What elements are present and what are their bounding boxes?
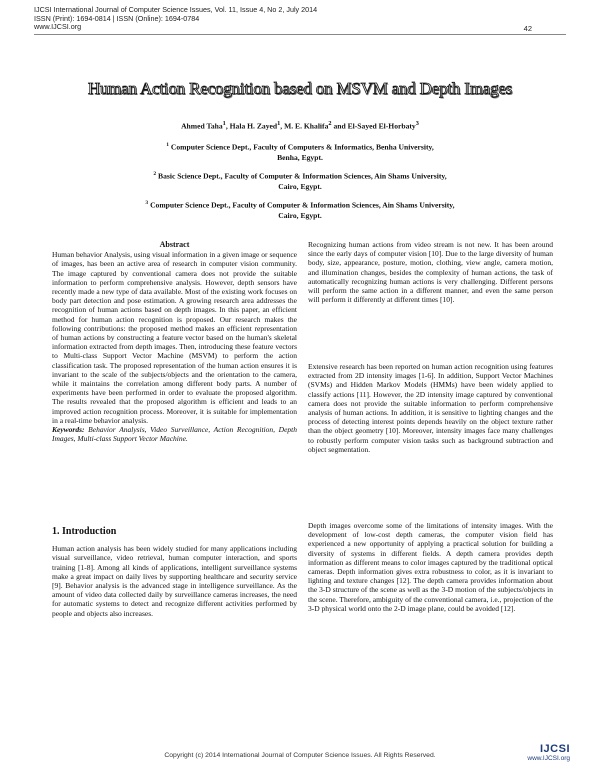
affil-sup: 2 [153, 171, 157, 177]
affil-city: Benha, Egypt. [277, 152, 323, 162]
author-name: Ahmed Taha [181, 121, 223, 131]
author-affil-sup: 3 [415, 120, 419, 127]
page-number: 42 [523, 24, 532, 33]
logo-text: IJCSI [539, 743, 570, 755]
logo-url[interactable]: www.IJCSI.org [527, 755, 570, 762]
running-header [34, 6, 554, 32]
keywords-text: Behavior Analysis, Video Surveillance, Action Recognition, Depth Images, Multi-class Support Vector Machine. [52, 425, 297, 444]
affil-city: Cairo, Egypt. [278, 181, 322, 191]
journal-line: IJCSI International Journal of Computer Science Issues, Vol. 11, Issue 4, No 2, July 2014 [34, 5, 318, 14]
header-rule [34, 34, 566, 35]
author-name: Hala H. Zayed [229, 121, 278, 131]
paper-title: Human Action Recognition based on MSVM and Depth Images [87, 79, 513, 98]
right-column-p2 [308, 362, 553, 454]
affil-line: Basic Science Dept., Faculty of Computer & Information Sciences, Ain Shams University, [158, 171, 447, 181]
author-separator: , [280, 121, 285, 131]
affil-city: Cairo, Egypt. [278, 210, 322, 220]
issn-line: ISSN (Print): 1694-0814 | ISSN (Online): 1694-0784 [34, 13, 200, 23]
body-paragraph: Depth images overcome some of the limitations of intensity images. With the development of low-cost depth cameras, the computer vision field has experienced a new opportunity of applying a practical solution for building a diversity of systems in different fields. A depth camera provides depth information as different means to color images captured by the traditional optical cameras. Depth information gives extra robustness to color, as it is invariant to lighting and texture changes [12]. The depth camera provides information about the 3-D structure of the scene as well as the 3-D motion of the subjects/objects in the scene. Therefore, ambiguity of the conventional camera, i.e., projection of the 3-D physical world onto the 2-D image plane, could be avoided [12]. [308, 521, 553, 613]
author-name: El-Sayed El-Horbaty [347, 121, 416, 131]
keywords-label: Keywords: [52, 425, 85, 435]
body-paragraph: Recognizing human actions from video stream is not new. It has been around since the early days of computer vision [10]. Due to the large diversity of human body, size, appearance, posture, motion, clothing, view angle, camera motion, and illumination changes, besides the complexity of human actions, the task of automatically recognizing human actions is very challenging. Different persons will perform the same action in a different manner, and even the same person will perform it differently at different times [10]. [308, 240, 553, 305]
author-affil-sup: 1 [222, 120, 226, 127]
abstract-heading: Abstract [159, 240, 190, 249]
journal-logo [522, 743, 570, 773]
body-paragraph: Extensive research has been reported on human action recognition using features extracted from 2D intensity images [1-6]. In addition, Support Vector Machines (SVMs) and Hidden Markov Models (HMMs) have been widely applied to classify actions [11]. However, the 2D intensity image captured by conventional camera does not provide the suitable information to perform comprehensive analysis of human actions. In addition, it is sensitive to lighting changes and the process of detecting interest points depends heavily on the object texture rather than the object geometry [10]. Moreover, intensity images face many challenges to robustly perform computer vision tasks such as background subtraction and object segmentation. [308, 362, 553, 454]
section-heading: 1. Introduction [52, 526, 117, 537]
left-column-top [52, 240, 297, 443]
affiliation-1 [100, 140, 500, 163]
affil-sup: 3 [145, 200, 149, 206]
affil-line: Computer Science Dept., Faculty of Computer & Information Sciences, Ain Shams University, [150, 200, 455, 210]
author-name: M. E. Khalifa [284, 121, 329, 131]
keywords [52, 425, 297, 443]
intro-paragraph: Human action analysis has been widely studied for many applications including visual surveillance, video retrieval, human computer interaction, and sports training [1-8]. Among all kinds of applications, intelligent surveillance systems make a great impact on daily lives by supporting healthcare and security service [9]. Behavior analysis is the advanced stage in intelligence surveillance. As the amount of video data collected daily by surveillance cameras increases, the need for automatic systems to detect and recognize different activities performed by people and objects also increases. [52, 544, 297, 618]
author-list [34, 120, 566, 131]
affiliation-2 [100, 169, 500, 192]
journal-url[interactable]: www.IJCSI.org [34, 22, 82, 32]
affil-sup: 1 [166, 142, 169, 148]
affil-line: Computer Science Dept., Faculty of Computers & Informatics, Benha University, [170, 142, 434, 152]
footer-copyright: Copyright (c) 2014 International Journal of Computer Science Issues. All Rights Reserved. [164, 752, 436, 759]
author-affil-sup: 1 [277, 120, 281, 127]
author-separator: , [225, 121, 230, 131]
author-separator: and [331, 121, 348, 131]
introduction-section [52, 527, 297, 618]
right-column-p3 [308, 521, 553, 613]
author-affil-sup: 2 [328, 120, 332, 127]
abstract-text: Human behavior Analysis, using visual information in a given image or sequence of images, has been an active area of research in computer vision community. The image captured by conventional camera does not provide the suitable information to perform comprehensive analysis. However, depth sensors have recently made a new type of data available. Most of the existing work focuses on body part detection and pose estimation. A growing research area addresses the recognition of human actions based on depth images. In this paper, an efficient method for human action recognition is proposed. Our research makes the following contributions: the proposed method makes an efficient representation of human actions by constructing a feature vector based on the human's skeletal information extracted from depth images. Then, introducing these feature vectors to Multi-class Support Vector Machine (MSVM) to perform the action classification task. The proposed representation of the human action ensures it is invariant to the scale of the subjects/objects and the orientation to the camera, while it maintains the correlation among different body parts. A number of experiments have been performed in order to evaluate the proposed algorithm. The results revealed that the proposed algorithm is efficient and leads to an improved action recognition process. Moreover, it is suitable for implementation in a real-time behavior analysis. [52, 250, 297, 425]
right-column-p1 [308, 240, 553, 304]
affiliation-3 [100, 198, 500, 221]
